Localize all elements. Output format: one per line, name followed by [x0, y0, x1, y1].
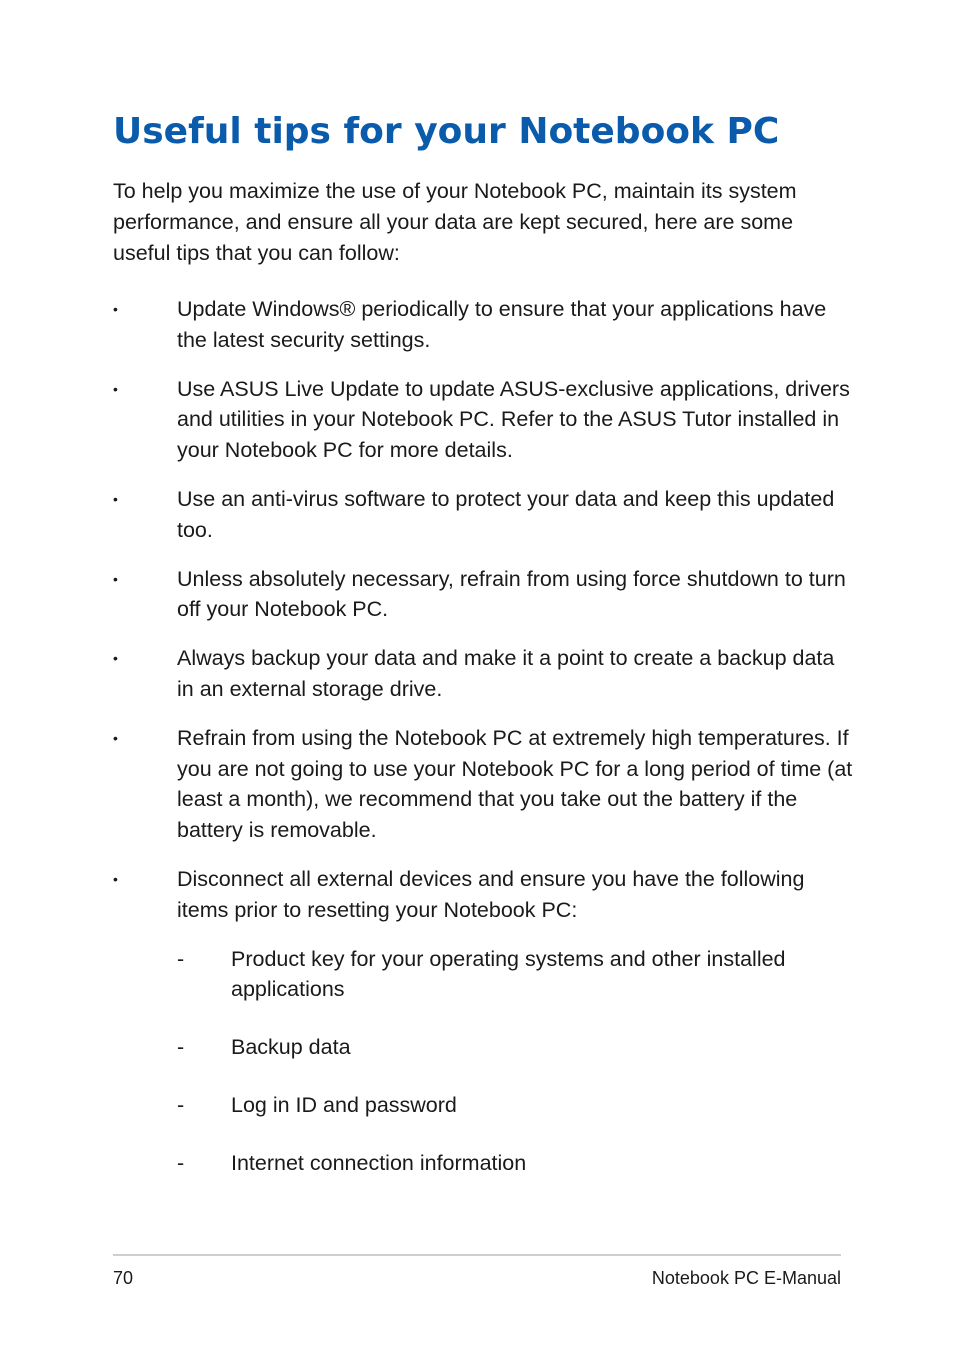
tip-text: Use an anti-virus software to protect your data and keep this updated too.: [177, 486, 835, 542]
bullet-icon: •: [113, 729, 118, 746]
checklist-text: Internet connection information: [231, 1150, 527, 1175]
checklist-item: [177, 1090, 853, 1121]
intro-paragraph: To help you maximize the use of your Notebook PC, maintain its system performance, and ensure all your data are kept secured, here are some useful tips that you can follow:: [113, 179, 797, 265]
tip-text: Update Windows® periodically to ensure that your applications have the latest security settings.: [177, 297, 827, 352]
reset-checklist: [177, 944, 853, 1179]
checklist-item: [177, 1032, 853, 1063]
tip-item: [113, 374, 853, 466]
bullet-icon: •: [113, 870, 118, 887]
tip-item: [113, 564, 853, 626]
checklist-text: Log in ID and password: [231, 1092, 457, 1117]
page-title: Useful tips for your Notebook PC: [113, 111, 780, 152]
tip-text: Unless absolutely necessary, refrain from using force shutdown to turn off your Notebook PC.: [177, 566, 846, 622]
tip-item: [113, 294, 853, 356]
tip-item: [113, 643, 853, 705]
tip-item: [113, 484, 853, 546]
tip-text: Disconnect all external devices and ensure you have the following items prior to resetting your Notebook PC:: [177, 866, 805, 922]
tip-item: [113, 864, 853, 1179]
bullet-icon: •: [113, 650, 118, 667]
checklist-text: Backup data: [231, 1035, 351, 1060]
dash-icon: -: [177, 1150, 185, 1175]
bullet-icon: •: [113, 380, 118, 397]
tip-item: [113, 723, 853, 846]
tips-list: [113, 294, 853, 1197]
checklist-text: Product key for your operating systems and other installed applications: [231, 946, 786, 1002]
bullet-icon: •: [113, 570, 118, 587]
checklist-item: [177, 944, 853, 1006]
dash-icon: -: [177, 1092, 185, 1117]
manual-title: Notebook PC E-Manual: [651, 1268, 841, 1288]
dash-icon: -: [177, 1035, 185, 1060]
page-number: 70: [113, 1268, 134, 1288]
bullet-icon: •: [113, 301, 118, 317]
tip-text: Use ASUS Live Update to update ASUS-exclusive applications, drivers and utilities in your Notebook PC. Refer to the ASUS Tutor installed in your Notebook PC for more details.: [177, 376, 850, 463]
tip-text: Refrain from using the Notebook PC at extremely high temperatures. If you are not going to use your Notebook PC for a long period of time (at least a month), we recommend that you take out the battery if the battery is removable.: [177, 725, 853, 843]
tip-text: Always backup your data and make it a point to create a backup data in an external storage drive.: [177, 646, 835, 701]
checklist-item: [177, 1148, 853, 1179]
dash-icon: -: [177, 946, 185, 971]
bullet-icon: •: [113, 490, 118, 507]
footer-divider: [113, 1254, 841, 1256]
